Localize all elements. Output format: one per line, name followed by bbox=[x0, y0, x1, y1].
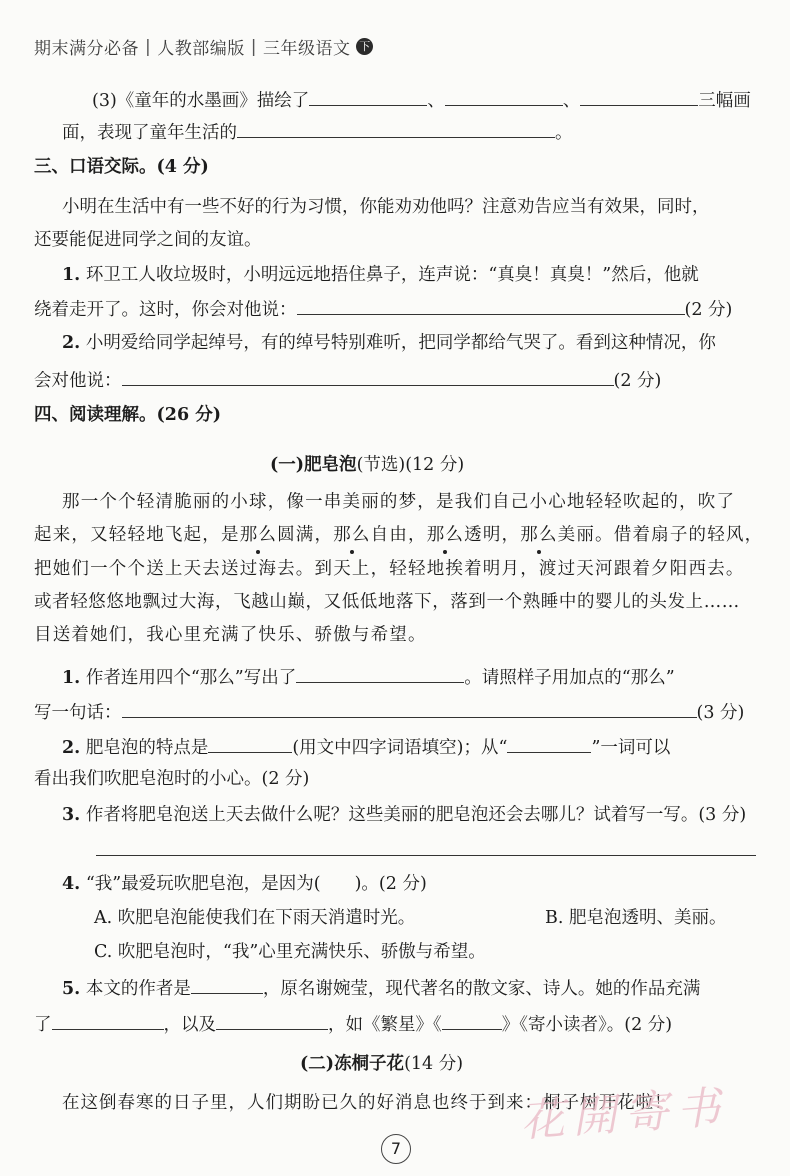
passage2-text: 在这倒春寒的日子里，人们期盼已久的好消息也终于到来：桐子树开花啦！ bbox=[62, 1093, 673, 1113]
answer-blank[interactable] bbox=[122, 699, 697, 718]
page-number: 7 bbox=[381, 1134, 411, 1164]
sec3-intro: 还要能促进同学之间的友谊。 bbox=[34, 230, 262, 250]
sec4-q1-line2: 写一句话： (3 分) bbox=[34, 699, 744, 725]
sec3-q1: 1. 环卫工人收垃圾时，小明远远地捂住鼻子，连声说：“真臭！真臭！”然后，他就 bbox=[62, 265, 699, 285]
sec4-q2-line2: 看出我们吹肥皂泡时的小心。(2 分) bbox=[34, 769, 310, 789]
sec4-q2: 2. 肥皂泡的特点是 (用文中四字词语填空)；从“ ”一词可以 bbox=[62, 734, 670, 760]
dotted-word: 那么 bbox=[426, 525, 465, 545]
answer-blank[interactable] bbox=[52, 1011, 164, 1030]
passage1-text: 或者轻悠悠地飘过大海，飞越山巅，又低低地落下，落到一个熟睡中的婴儿的头发上…… bbox=[34, 592, 740, 612]
section3-title: 三、口语交际。(4 分) bbox=[34, 157, 209, 177]
sec3-intro: 小明在生活中有一些不好的行为习惯，你能劝劝他吗？注意劝告应当有效果，同时， bbox=[62, 197, 710, 217]
answer-blank[interactable] bbox=[442, 1011, 502, 1030]
answer-blank[interactable] bbox=[208, 734, 292, 753]
passage1-text: 那一个个轻清脆丽的小球，像一串美丽的梦，是我们自己小心地轻轻吹起的，吹了 bbox=[62, 492, 736, 512]
header-grade: 三年级语文 bbox=[262, 39, 351, 59]
answer-blank[interactable] bbox=[216, 1011, 328, 1030]
sec3-q2: 2. 小明爱给同学起绰号，有的绰号特别难听，把同学都给气哭了。看到这种情况，你 bbox=[62, 333, 716, 353]
passage1-text: 起来，又轻轻地飞起，是那么圆满，那么自由，那么透明，那么美丽。借着扇子的轻风， bbox=[34, 525, 764, 545]
sec4-q3: 3. 作者将肥皂泡送上天去做什么呢？这些美丽的肥皂泡还会去哪儿？试着写一写。(3 分) bbox=[62, 805, 747, 825]
sec4-q4: 4. “我”最爱玩吹肥皂泡，是因为( )。(2 分) bbox=[62, 874, 427, 894]
answer-blank[interactable] bbox=[296, 664, 464, 683]
answer-blank[interactable] bbox=[237, 119, 555, 138]
answer-blank[interactable] bbox=[297, 296, 685, 315]
passage2-heading: (二)冻桐子花(14 分) bbox=[300, 1054, 464, 1074]
passage1-text: 目送着她们，我心里充满了快乐、骄傲与希望。 bbox=[34, 625, 427, 645]
dotted-word: 那么 bbox=[333, 525, 371, 545]
page-header: 期末满分必备 | 人教部编版 | 三年级语文 下 bbox=[34, 34, 373, 59]
s2q3-line1: (3)《童年的水墨画》描绘了 、 、 三幅画 bbox=[92, 87, 751, 113]
header-edition: 人教部编版 bbox=[157, 39, 245, 59]
q4-option-c[interactable]: C. 吹肥皂泡时，“我”心里充满快乐、骄傲与希望。 bbox=[94, 942, 486, 962]
answer-blank[interactable] bbox=[309, 87, 427, 106]
sec4-q1: 1. 作者连用四个“那么”写出了 。请照样子用加点的“那么” bbox=[62, 664, 675, 690]
sec3-q1-line2: 绕着走开了。这时，你会对他说： (2 分) bbox=[34, 296, 732, 322]
passage1-text: 把她们一个个送上天去送过海去。到天上，轻轻地挨着明月，渡过天河跟着夕阳西去。 bbox=[34, 559, 745, 579]
sec4-q5-line2: 了 ，以及 ，如《繁星》《 》《寄小读者》。(2 分) bbox=[34, 1011, 672, 1037]
dotted-word: 那么 bbox=[239, 525, 278, 545]
answer-blank[interactable] bbox=[122, 367, 614, 386]
q4-option-b[interactable]: B. 肥皂泡透明、美丽。 bbox=[545, 908, 727, 928]
answer-blank[interactable] bbox=[191, 975, 263, 994]
answer-blank[interactable] bbox=[580, 87, 698, 106]
watermark: 花開寄书 bbox=[518, 1081, 730, 1148]
sec3-q2-line2: 会对他说： (2 分) bbox=[34, 367, 661, 393]
sec4-q5: 5. 本文的作者是 ，原名谢婉莹，现代著名的散文家、诗人。她的作品充满 bbox=[62, 975, 700, 1001]
s2q3-line2: 面，表现了童年生活的 。 bbox=[62, 119, 573, 145]
answer-line[interactable] bbox=[96, 855, 756, 856]
dotted-word: 那么 bbox=[520, 525, 558, 545]
section4-title: 四、阅读理解。(26 分) bbox=[34, 405, 222, 425]
volume-badge: 下 bbox=[356, 38, 373, 55]
q4-option-a[interactable]: A. 吹肥皂泡能使我们在下雨天消遣时光。 bbox=[94, 908, 416, 928]
answer-blank[interactable] bbox=[445, 87, 563, 106]
passage1-heading: (一)肥皂泡(节选)(12 分) bbox=[270, 455, 465, 475]
answer-blank[interactable] bbox=[507, 734, 591, 753]
header-series: 期末满分必备 bbox=[34, 39, 139, 59]
